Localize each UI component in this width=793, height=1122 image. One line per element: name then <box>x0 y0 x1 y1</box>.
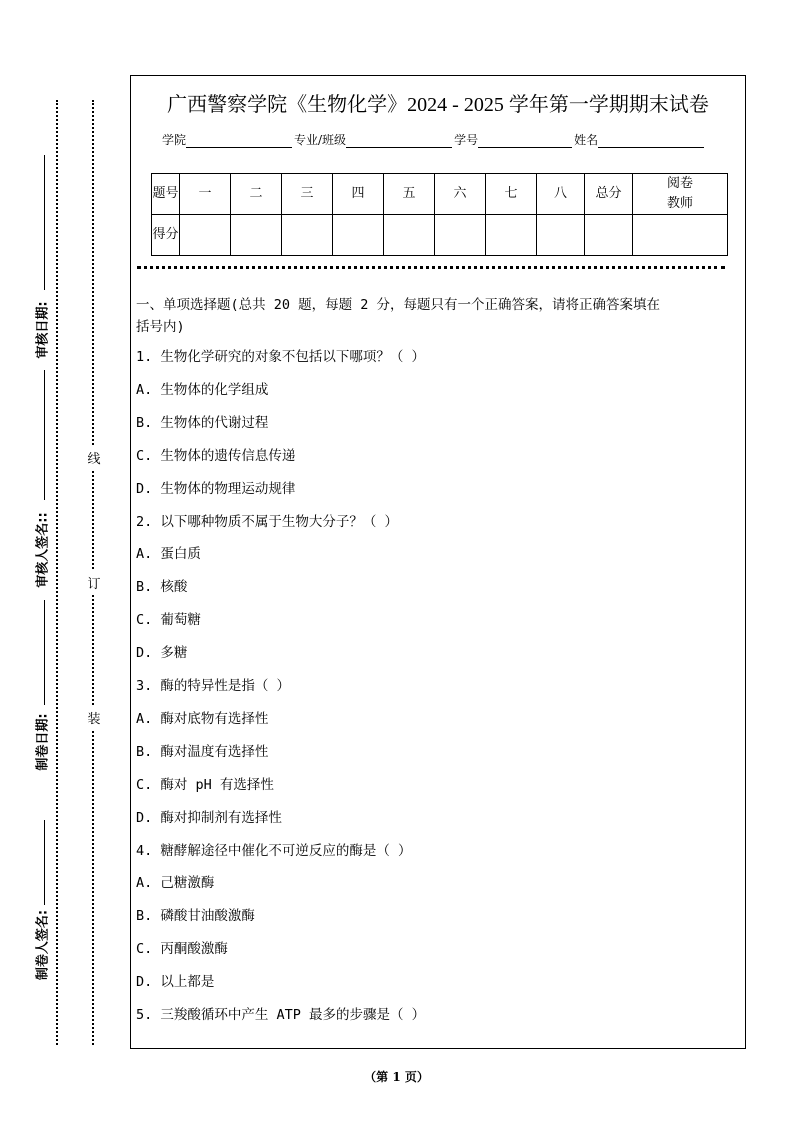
answer-option: A. 蛋白质 <box>136 546 201 563</box>
major-field[interactable] <box>346 133 452 148</box>
major-label: 专业/班级 <box>294 133 347 147</box>
score-cell[interactable] <box>585 215 633 256</box>
score-cell[interactable] <box>537 215 585 256</box>
binding-mark-zhuang: 装 <box>87 706 101 729</box>
reviewer-date-line[interactable] <box>44 155 45 290</box>
section-heading: 一、单项选择题(总共 20 题，每题 2 分，每题只有一个正确答案，请将正确答案填在 <box>136 297 661 313</box>
col-2: 二 <box>231 174 282 215</box>
name-label: 姓名 <box>574 133 599 147</box>
col-7: 七 <box>486 174 537 215</box>
question-stem: 5. 三羧酸循环中产生 ATP 最多的步骤是（ ） <box>136 1007 426 1023</box>
col-4: 四 <box>333 174 384 215</box>
college-field[interactable] <box>186 133 292 148</box>
answer-option: D. 多糖 <box>136 645 188 662</box>
page-number: （第 1 页） <box>364 1070 429 1084</box>
preparer-signature-label: 制卷人签名: <box>35 909 51 981</box>
answer-option: C. 酶对 pH 有选择性 <box>136 776 274 793</box>
answer-option: D. 以上都是 <box>136 974 215 991</box>
header-label: 题号 <box>152 174 180 215</box>
binding-dotted-line-outer <box>56 100 58 1045</box>
college-label: 学院 <box>162 133 187 147</box>
preparer-signature-line[interactable] <box>44 820 45 905</box>
answer-option: B. 生物体的代谢过程 <box>136 414 269 431</box>
student-id-field[interactable] <box>478 133 572 148</box>
score-cell[interactable] <box>231 215 282 256</box>
col-grader: 阅卷教师 <box>633 174 728 215</box>
exam-title: 广西警察学院《生物化学》2024 - 2025 学年第一学期期末试卷 <box>167 94 709 116</box>
answer-option: A. 生物体的化学组成 <box>136 381 269 398</box>
col-total: 总分 <box>585 174 633 215</box>
binding-mark-xian: 线 <box>87 446 101 469</box>
dotted-separator <box>137 266 725 269</box>
answer-option: C. 葡萄糖 <box>136 612 201 629</box>
score-table <box>151 173 728 256</box>
preparer-date-line[interactable] <box>44 600 45 705</box>
answer-option: C. 生物体的遗传信息传递 <box>136 447 296 464</box>
score-label: 得分 <box>152 215 180 256</box>
col-8: 八 <box>537 174 585 215</box>
score-row <box>152 215 728 256</box>
preparer-date-label: 制卷日期: <box>35 713 51 771</box>
score-cell[interactable] <box>384 215 435 256</box>
score-cell[interactable] <box>180 215 231 256</box>
score-table-header-row <box>152 174 728 215</box>
student-id-label: 学号 <box>454 133 479 147</box>
section-heading-cont: 括号内) <box>136 319 185 335</box>
col-5: 五 <box>384 174 435 215</box>
answer-option: A. 己糖激酶 <box>136 875 215 892</box>
score-cell[interactable] <box>486 215 537 256</box>
answer-option: B. 磷酸甘油酸激酶 <box>136 908 255 925</box>
answer-option: D. 生物体的物理运动规律 <box>136 480 296 497</box>
score-cell[interactable] <box>633 215 728 256</box>
answer-option: C. 丙酮酸激酶 <box>136 941 228 958</box>
reviewer-signature-label: 审核人签名:: <box>35 512 51 588</box>
question-stem: 3. 酶的特异性是指（ ） <box>136 678 291 694</box>
question-stem: 2. 以下哪种物质不属于生物大分子？（ ） <box>136 513 399 530</box>
binding-mark-ding: 订 <box>87 571 101 594</box>
col-6: 六 <box>435 174 486 215</box>
score-cell[interactable] <box>282 215 333 256</box>
question-stem: 1. 生物化学研究的对象不包括以下哪项？（ ） <box>136 349 426 365</box>
score-cell[interactable] <box>435 215 486 256</box>
answer-option: A. 酶对底物有选择性 <box>136 710 269 727</box>
student-info-row <box>162 131 706 148</box>
answer-option: B. 酶对温度有选择性 <box>136 743 269 760</box>
score-cell[interactable] <box>333 215 384 256</box>
answer-option: D. 酶对抑制剂有选择性 <box>136 809 282 826</box>
name-field[interactable] <box>598 133 704 148</box>
reviewer-signature-line[interactable] <box>44 370 45 500</box>
col-3: 三 <box>282 174 333 215</box>
col-1: 一 <box>180 174 231 215</box>
reviewer-date-label: 审核日期: <box>35 301 51 359</box>
question-stem: 4. 糖酵解途径中催化不可逆反应的酶是（ ） <box>136 842 412 859</box>
answer-option: B. 核酸 <box>136 579 188 596</box>
